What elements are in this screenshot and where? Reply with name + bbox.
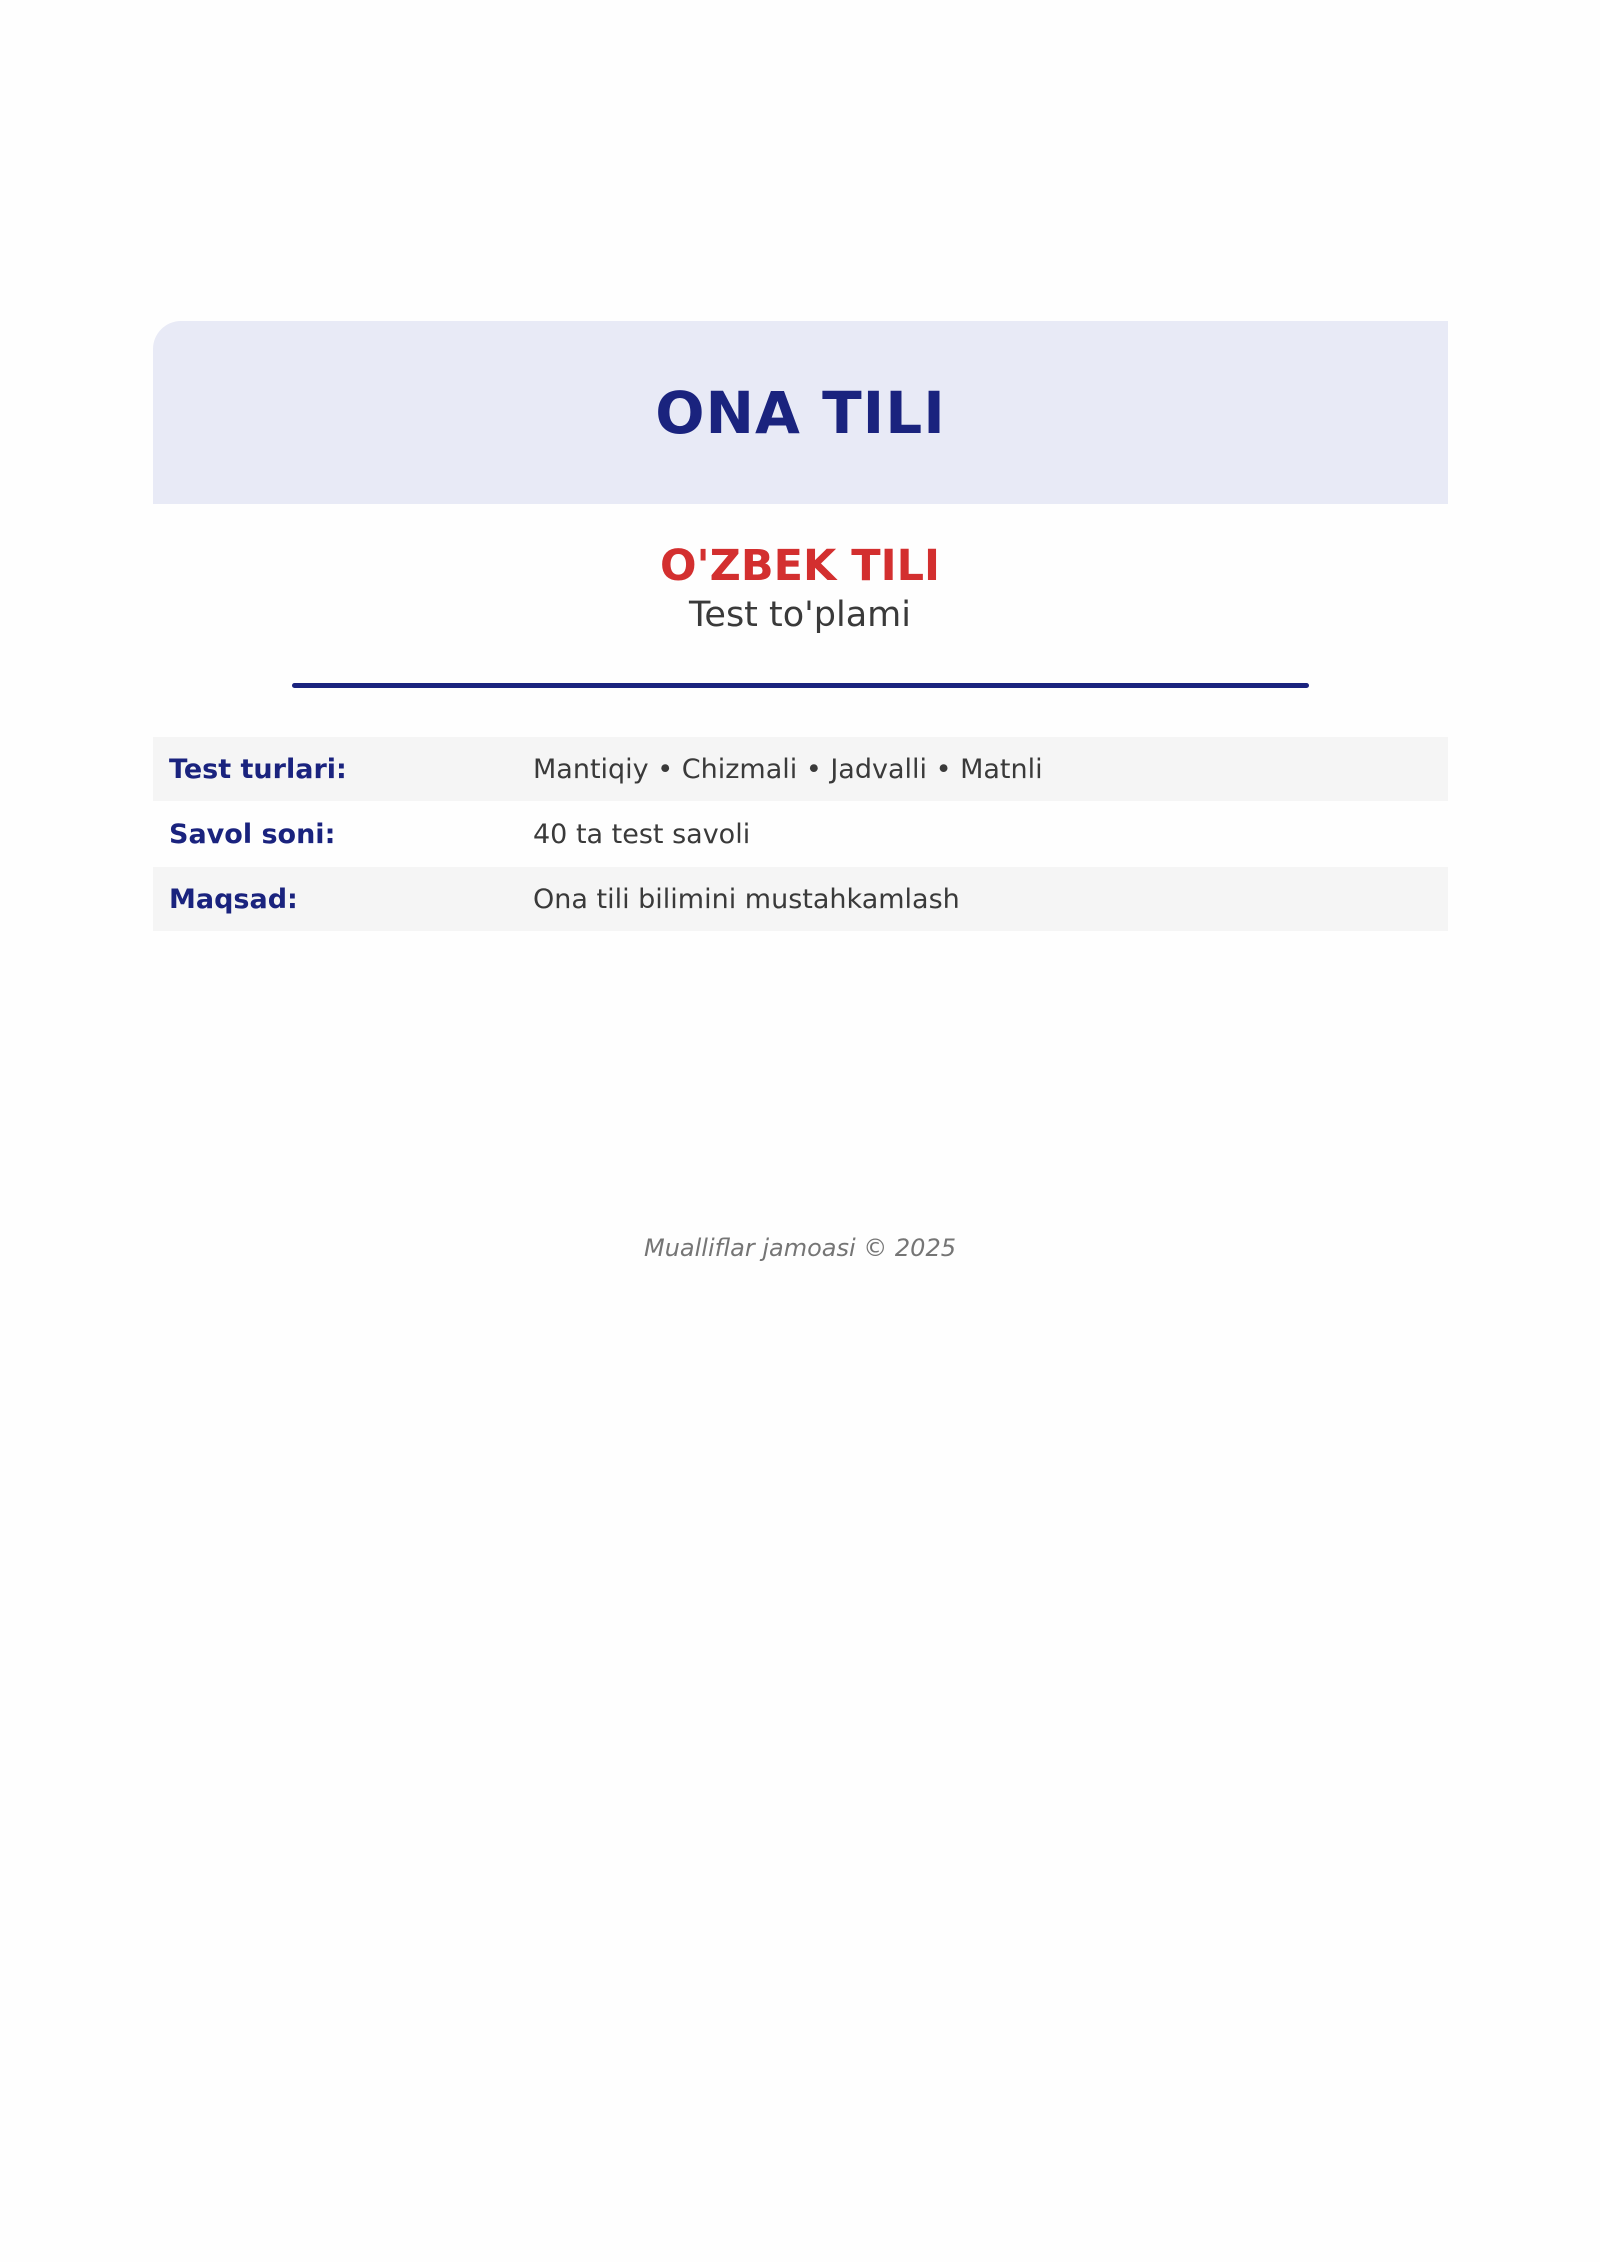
info-value: Mantiqiy • Chizmali • Jadvalli • Matnli [533,753,1043,785]
subject-subtitle: O'ZBEK TILI [659,541,941,591]
collection-tagline: Test to'plami [688,595,911,635]
info-value: Ona tili bilimini mustahkamlash [533,883,960,915]
page-title: ONA TILI [655,378,946,447]
info-label: Test turlari: [169,753,347,785]
info-value: 40 ta test savoli [533,818,751,850]
info-row-test-types [153,737,1448,801]
info-label: Savol soni: [169,818,336,850]
authors-footer: Mualliflar jamoasi © 2025 [644,1234,956,1262]
title-divider [292,683,1309,688]
title-banner [153,321,1448,504]
info-row-question-count [153,802,1448,866]
info-label: Maqsad: [169,883,298,915]
info-row-purpose [153,867,1448,931]
info-table [153,737,1448,932]
